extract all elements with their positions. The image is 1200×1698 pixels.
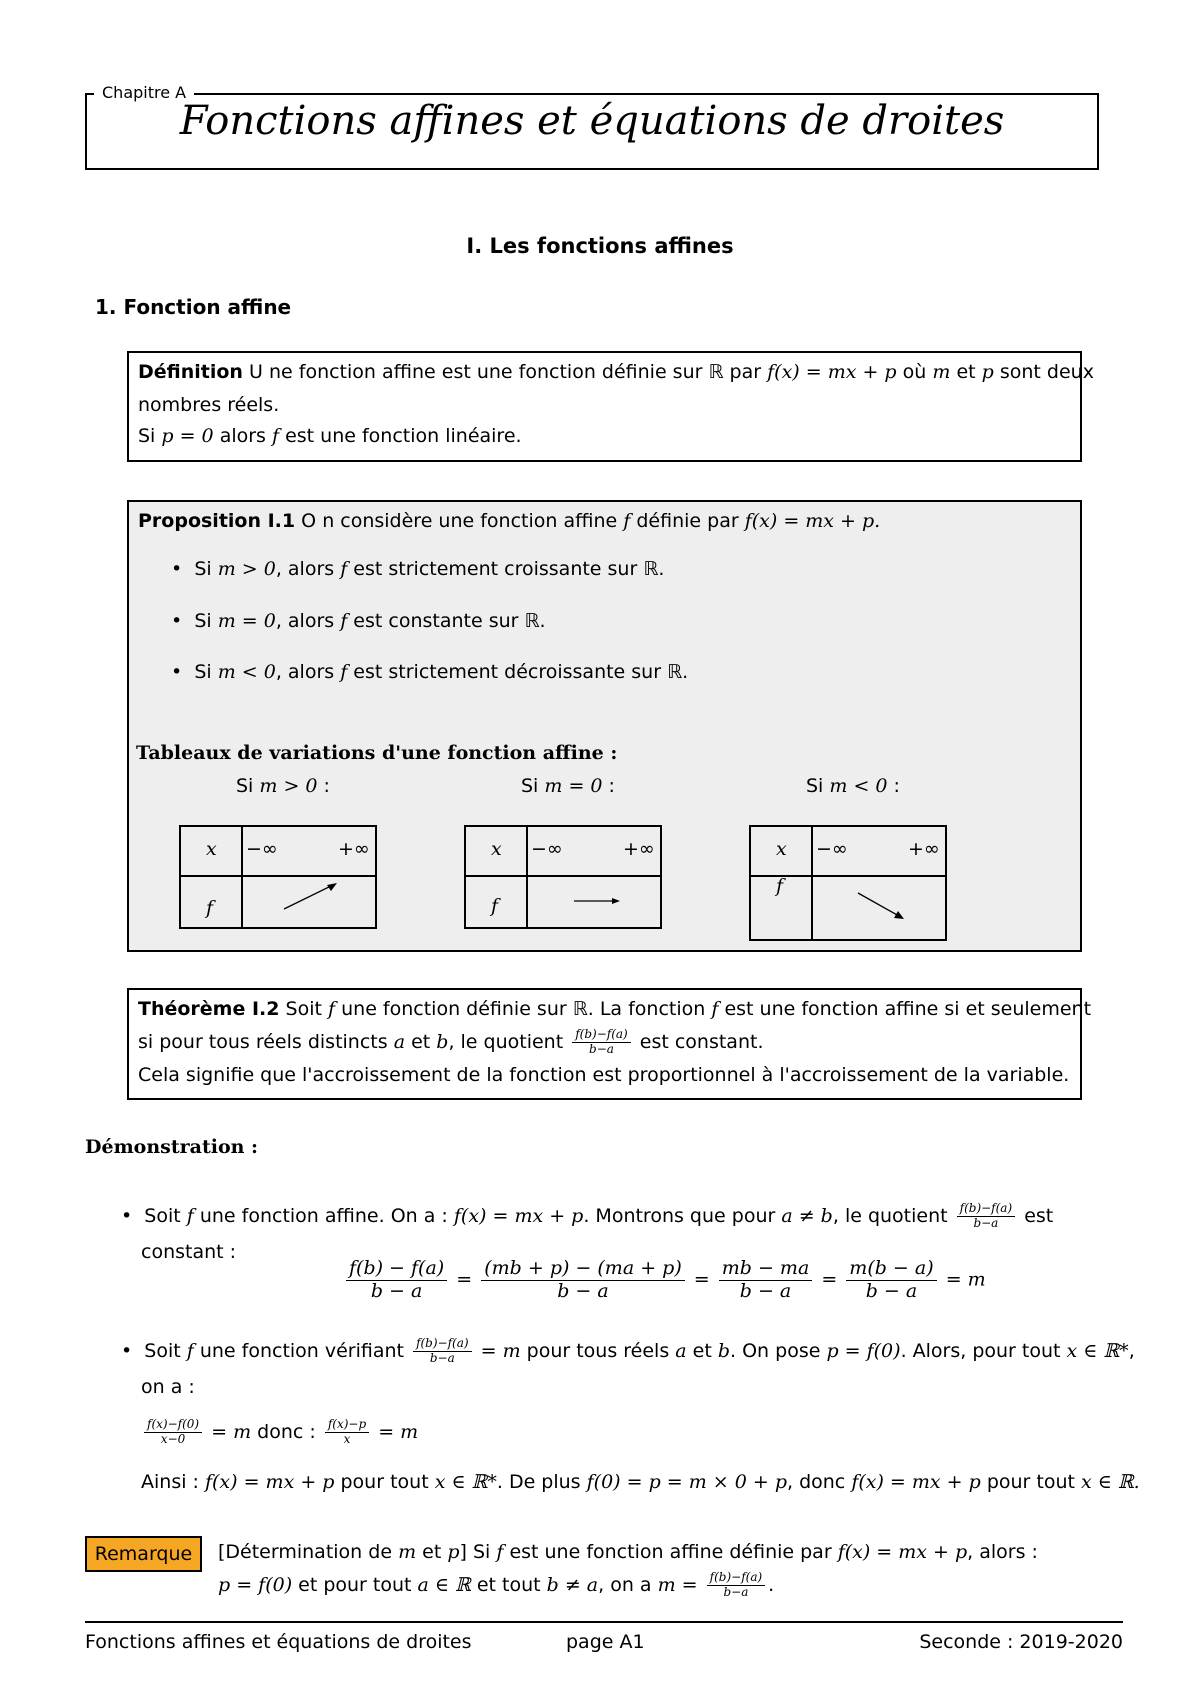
demo-line-3 <box>141 1418 418 1447</box>
footer-rule <box>85 1621 1123 1623</box>
fraction-numerator: mb − ma <box>719 1258 813 1281</box>
math-variable: f <box>623 510 631 532</box>
minus-infinity: −∞ <box>246 838 278 860</box>
fraction-numerator: f(b)−f(a) <box>957 1202 1016 1217</box>
math-variable: f <box>340 661 348 683</box>
demo-text: donc : <box>257 1420 316 1443</box>
drop-letter: S <box>285 998 298 1020</box>
math-expression: m < 0 <box>217 661 276 683</box>
theorem-text: , le quotient <box>448 1031 564 1053</box>
math-variable: a <box>393 1031 406 1053</box>
math-variable: f <box>328 998 336 1020</box>
quotient-fraction <box>707 1571 766 1600</box>
bullet-text: Si <box>194 558 212 580</box>
theorem-line-1 <box>138 993 1092 1026</box>
theorem-text: et <box>411 1031 431 1053</box>
demo-text: pour tous réels <box>526 1339 670 1362</box>
table-x-label: x <box>206 838 217 860</box>
bullet-text: est strictement décroissante sur ℝ. <box>353 661 689 683</box>
definition-text: est une fonction linéaire. <box>285 425 522 447</box>
fraction-denominator: b − a <box>865 1279 918 1302</box>
increasing-arrow-icon <box>281 879 341 915</box>
math-expression: = m <box>378 1420 419 1443</box>
math-variable: m <box>398 1541 417 1563</box>
drop-letter: O <box>301 510 317 532</box>
proposition-bullet <box>171 605 546 638</box>
math-expression: p = f(0) <box>218 1573 293 1596</box>
bullet-icon: • <box>171 661 183 683</box>
math-expression: m = <box>657 1573 698 1596</box>
demo-text: , donc <box>787 1471 846 1493</box>
math-expression: x ∈ ℝ* <box>434 1471 497 1493</box>
demo-text: Soit <box>144 1339 181 1362</box>
proposition-intro <box>138 505 1071 538</box>
definition-label: Définition <box>138 361 243 383</box>
demo-text: . Alors, pour tout <box>900 1339 1061 1362</box>
theorem-line-2 <box>138 1026 1071 1059</box>
fraction-denominator: b−a <box>973 1215 999 1230</box>
remark-text: et <box>422 1541 442 1563</box>
remark-text: , alors : <box>967 1541 1038 1563</box>
caption-text: Si <box>236 775 254 797</box>
fraction-denominator: b−a <box>589 1042 614 1056</box>
fraction-denominator: x−0 <box>160 1431 186 1446</box>
demo-text: . De plus <box>496 1471 581 1493</box>
fraction-denominator: b − a <box>370 1279 423 1302</box>
definition-text: sont deux <box>999 361 1094 383</box>
math-expression: b ≠ a <box>546 1573 599 1596</box>
bullet-text: est strictement croissante sur ℝ. <box>353 558 665 580</box>
bullet-text: est constante sur ℝ. <box>353 610 546 632</box>
math-expression: m > 0 <box>259 775 318 797</box>
quotient-fraction <box>957 1202 1016 1231</box>
table-f-label: f <box>491 895 499 917</box>
definition-line-1 <box>138 356 1094 389</box>
plus-infinity: +∞ <box>623 838 655 860</box>
demo-text: une fonction affine. On a : <box>199 1204 448 1227</box>
bullet-icon: • <box>171 610 183 632</box>
minus-infinity: −∞ <box>816 838 848 860</box>
plus-infinity: +∞ <box>908 838 940 860</box>
constant-arrow-icon <box>572 895 624 907</box>
remark-badge-label: Remarque <box>94 1543 193 1565</box>
remark-text: [Détermination de <box>218 1541 393 1563</box>
math-variable: p <box>447 1541 460 1563</box>
remark-text: et pour tout <box>298 1573 412 1596</box>
proposition-bullet <box>171 656 688 689</box>
fraction-denominator: x <box>343 1431 351 1446</box>
fraction-numerator: f(b)−f(a) <box>413 1337 472 1352</box>
footer-center: page A1 <box>566 1631 645 1653</box>
bullet-text: Si <box>194 661 212 683</box>
demo-text: . On pose <box>730 1339 821 1362</box>
variation-table-decreasing <box>749 825 947 941</box>
bullet-text: , alors <box>275 661 335 683</box>
demo-line-4 <box>141 1471 1140 1493</box>
eq-fraction <box>846 1258 936 1303</box>
quotient-fraction <box>325 1418 369 1447</box>
math-expression: x ∈ ℝ* <box>1066 1339 1129 1362</box>
remark-text: et tout <box>476 1573 541 1596</box>
remark-text: . <box>768 1573 775 1596</box>
math-expression: f(x) = mx + p <box>851 1471 981 1493</box>
variation-table-increasing <box>179 825 377 929</box>
bullet-icon: • <box>121 1204 133 1227</box>
bullet-text: Si <box>194 610 212 632</box>
math-variable: a <box>675 1339 687 1362</box>
proposition-bullet <box>171 553 664 586</box>
definition-box <box>127 351 1094 462</box>
demonstration-title: Démonstration : <box>85 1136 259 1158</box>
theorem-text: une fonction définie sur ℝ. La fonction <box>341 998 706 1020</box>
display-equation <box>343 1258 986 1303</box>
caption-text: Si <box>521 775 539 797</box>
equals-sign: = <box>456 1268 473 1291</box>
math-expression: m < 0 <box>829 775 888 797</box>
demo-text: , le quotient <box>832 1204 948 1227</box>
chapter-label: Chapitre A <box>94 83 194 102</box>
theorem-text: est constant. <box>639 1031 764 1053</box>
fraction-numerator: m(b − a) <box>846 1258 936 1281</box>
demo-text: . Montrons que pour <box>583 1204 776 1227</box>
math-variable: f <box>711 998 719 1020</box>
table-f-label: f <box>206 897 214 919</box>
demo-text: pour tout <box>340 1471 429 1493</box>
tables-title: Tableaux de variations d'une fonction affine : <box>136 742 618 764</box>
caption-text: Si <box>806 775 824 797</box>
remark-text: ] Si <box>459 1541 491 1563</box>
theorem-box <box>127 988 1092 1100</box>
drop-letter: U <box>249 361 263 383</box>
decreasing-arrow-icon <box>855 889 907 923</box>
math-expression: f(x) = mx + p <box>767 361 897 383</box>
remark-text: est une fonction affine définie par <box>509 1541 832 1563</box>
fraction-numerator: f(b)−f(a) <box>707 1571 766 1586</box>
variation-table-constant <box>464 825 662 929</box>
math-variable: f <box>340 610 348 632</box>
remark-text: , on a <box>598 1573 652 1596</box>
footer-left: Fonctions affines et équations de droites <box>85 1631 472 1653</box>
math-expression: = m <box>480 1339 521 1362</box>
subsection-title: 1. Fonction affine <box>95 295 292 319</box>
definition-text: ne fonction affine est une fonction définie sur ℝ par <box>268 361 762 383</box>
fraction-denominator: b−a <box>723 1584 749 1599</box>
table-f-label: f <box>776 875 784 897</box>
math-variable: f <box>340 558 348 580</box>
table-row-divider <box>181 875 375 877</box>
math-expression: p = f(0) <box>826 1339 901 1362</box>
definition-text: alors <box>219 425 266 447</box>
quotient-fraction <box>572 1028 631 1057</box>
demo-text: une fonction vérifiant <box>199 1339 405 1362</box>
proposition-label: Proposition I.1 <box>138 510 296 532</box>
theorem-label: Théorème I.2 <box>138 998 280 1020</box>
math-expression: f(x) = mx + p <box>204 1471 335 1493</box>
fraction-denominator: b−a <box>429 1350 455 1365</box>
footer-right: Seconde : 2019-2020 <box>919 1631 1123 1653</box>
table-col-divider <box>241 827 243 927</box>
definition-text: où <box>902 361 927 383</box>
quotient-fraction <box>413 1337 472 1366</box>
table-caption <box>806 775 900 797</box>
equals-sign: = <box>821 1268 838 1291</box>
table-col-divider <box>526 827 528 927</box>
table-col-divider <box>811 827 813 939</box>
math-expression: = m <box>211 1420 252 1443</box>
math-expression: f(0) = p = m × 0 + p <box>586 1471 787 1493</box>
remark-line-1 <box>218 1541 1038 1563</box>
table-x-label: x <box>776 838 787 860</box>
math-expression: m > 0 <box>217 558 276 580</box>
fraction-numerator: f(b) − f(a) <box>346 1258 447 1281</box>
table-row-divider <box>466 875 660 877</box>
demo-text: Soit <box>144 1204 181 1227</box>
math-expression: m = 0 <box>217 610 276 632</box>
bullet-icon: • <box>171 558 183 580</box>
math-variable: p <box>981 361 994 383</box>
equals-sign: = <box>945 1268 962 1291</box>
definition-line-2: nombres réels. <box>138 394 280 416</box>
demo-text: est <box>1024 1204 1054 1227</box>
fraction-denominator: b − a <box>557 1279 609 1302</box>
math-expression: f(x) = mx + p. <box>744 510 881 532</box>
eq-fraction <box>346 1258 447 1303</box>
fraction-numerator: f(x)−p <box>325 1418 369 1433</box>
bullet-text: , alors <box>275 558 335 580</box>
math-variable: m <box>932 361 951 383</box>
minus-infinity: −∞ <box>531 838 563 860</box>
caption-text: : <box>323 775 330 797</box>
demo-bullet-2-line-2: on a : <box>141 1376 195 1398</box>
eq-result: m <box>967 1268 986 1291</box>
definition-text: Si <box>138 425 156 447</box>
theorem-text: est une fonction affine si et seulement <box>724 998 1092 1020</box>
math-expression: a ∈ ℝ <box>417 1573 471 1596</box>
math-variable: f <box>186 1204 194 1227</box>
theorem-line-3: Cela signifie que l'accroissement de la fonction est proportionnel à l'accroissement de la variable. <box>138 1064 1070 1086</box>
proposition-text: définie par <box>636 510 739 532</box>
math-expression: p = 0 <box>161 425 214 447</box>
math-expression: f(x) = mx + p <box>837 1541 968 1563</box>
plus-infinity: +∞ <box>338 838 370 860</box>
math-expression: f(x) = mx + p <box>453 1204 584 1227</box>
quotient-fraction <box>144 1418 202 1447</box>
demo-text: , <box>1128 1339 1135 1362</box>
caption-text: : <box>608 775 615 797</box>
demo-bullet-1 <box>121 1202 1126 1231</box>
math-expression: m = 0 <box>544 775 603 797</box>
demo-text: et <box>692 1339 712 1362</box>
math-variable: b <box>436 1031 449 1053</box>
definition-text: et <box>956 361 976 383</box>
theorem-text: si pour tous réels distincts <box>138 1031 388 1053</box>
eq-fraction <box>719 1258 813 1303</box>
table-x-label: x <box>491 838 502 860</box>
remark-line-2 <box>218 1571 774 1600</box>
equals-sign: = <box>693 1268 710 1291</box>
math-variable: f <box>272 425 280 447</box>
bullet-icon: • <box>121 1339 133 1362</box>
chapter-title: Fonctions affines et équations de droites <box>179 98 1005 144</box>
definition-line-3 <box>138 420 1071 453</box>
caption-text: : <box>893 775 900 797</box>
math-variable: b <box>717 1339 731 1362</box>
fraction-numerator: (mb + p) − (ma + p) <box>481 1258 685 1281</box>
demo-text: Ainsi : <box>141 1471 199 1493</box>
demo-text: pour tout <box>986 1471 1075 1493</box>
table-caption <box>521 775 615 797</box>
remark-badge <box>85 1536 202 1572</box>
math-variable: f <box>496 1541 504 1563</box>
math-variable: f <box>186 1339 194 1362</box>
fraction-numerator: f(x)−f(0) <box>144 1418 202 1433</box>
section-title: I. Les fonctions affines <box>466 234 734 258</box>
theorem-text: oit <box>297 998 322 1020</box>
math-expression: x ∈ ℝ. <box>1081 1471 1140 1493</box>
demo-bullet-2 <box>121 1337 1135 1366</box>
table-caption <box>236 775 330 797</box>
fraction-numerator: f(b)−f(a) <box>572 1028 631 1043</box>
fraction-denominator: b − a <box>739 1279 792 1302</box>
demo-bullet-1-line-2: constant : <box>141 1241 237 1263</box>
bullet-text: , alors <box>275 610 335 632</box>
math-expression: a ≠ b <box>781 1204 833 1227</box>
proposition-text: n considère une fonction affine <box>322 510 618 532</box>
eq-fraction <box>481 1258 685 1303</box>
